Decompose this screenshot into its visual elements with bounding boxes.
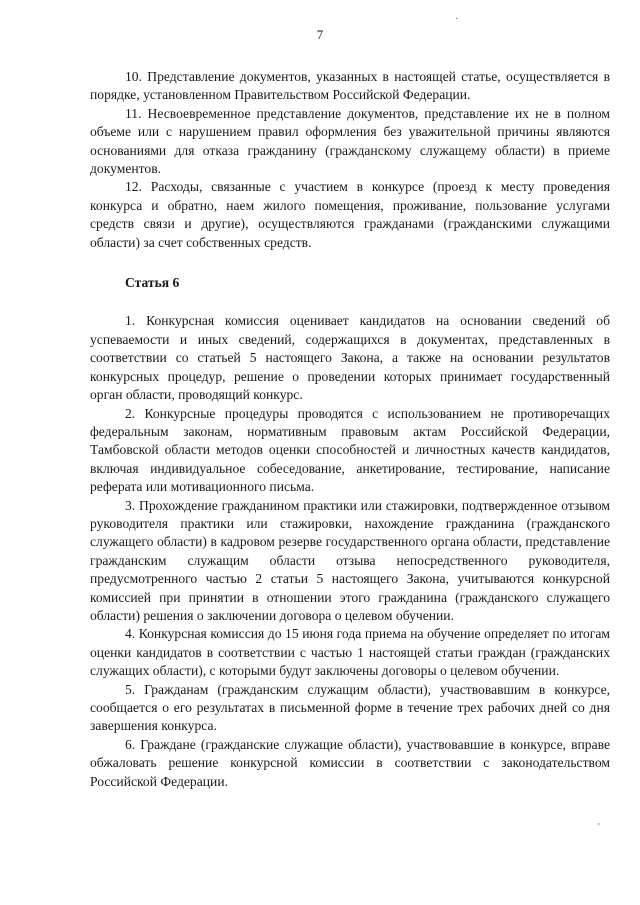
- scan-speck: ·: [455, 14, 459, 25]
- scan-speck: ': [598, 822, 600, 833]
- article-heading: Статья 6: [125, 275, 180, 291]
- paragraph-11: 11. Несвоевременное представление документов, представление их не в полном объеме или с нарушением правил оформления без уважительной причины являются основаниями для отказа гражданину (гражданскому служащему области) в приеме документов.: [90, 105, 610, 177]
- section-spacer: [90, 252, 610, 274]
- article-6-paragraph-6: 6. Граждане (гражданские служащие области), участвовавшие в конкурсе, вправе обжаловать решение конкурсной комиссии в соответствии с законодательством Российской Федерации.: [90, 736, 610, 789]
- document-body: [90, 68, 610, 791]
- page-number: 7: [316, 27, 324, 42]
- article-6-paragraph-5: 5. Гражданам (гражданским служащим области), участвовавшим в конкурсе, сообщается о его результатах в письменной форме в течение трех рабочих дней со дня завершения конкурса.: [90, 681, 610, 734]
- heading-spacer: [90, 292, 610, 312]
- article-6-paragraph-3: 3. Прохождение гражданином практики или стажировки, подтвержденное отзывом руководителя практики или стажировки, нахождение гражданина (гражданского служащего области) в кадровом резерве государственного органа области, представление гражданским служащим области отзыва непосредственного руководителя, предусмотренного частью 2 статьи 5 настоящего Закона, учитываются конкурсной комиссией при принятии в отношении этого гражданина (гражданского служащего области) решения о заключении договора о целевом обучении.: [90, 497, 610, 623]
- paragraph-10: 10. Представление документов, указанных в настоящей статье, осуществляется в порядке, установленном Правительством Российской Федерации.: [90, 69, 610, 103]
- article-6-paragraph-1: 1. Конкурсная комиссия оценивает кандидатов на основании сведений об успеваемости и иных сведений, содержащихся в документах, представленных в соответствии со статьей 5 настоящего Закона, а также на основании результатов конкурсных процедур, решение о проведении которых принимает государственный орган области, проводящий конкурс.: [90, 313, 610, 403]
- article-6-paragraph-2: 2. Конкурсные процедуры проводятся с использованием не противоречащих федеральным законам, нормативным правовым актам Российской Федерации, Тамбовской области методов оценки способностей и личностных качеств кандидатов, включая индивидуальное собеседование, анкетирование, тестирование, написание реферата или мотивационного письма.: [90, 405, 610, 495]
- paragraph-12: 12. Расходы, связанные с участием в конкурсе (проезд к месту проведения конкурса и обратно, наем жилого помещения, проживание, пользование услугами средств связи и другие), осуществляются гражданами (гражданскими служащими области) за счет собственных средств.: [90, 179, 610, 250]
- article-6-paragraph-4: 4. Конкурсная комиссия до 15 июня года приема на обучение определяет по итогам оценки кандидатов в соответствии с частью 1 настоящей статьи граждан (гражданских служащих области), с которыми будут заключены договоры о целевом обучении.: [90, 626, 610, 679]
